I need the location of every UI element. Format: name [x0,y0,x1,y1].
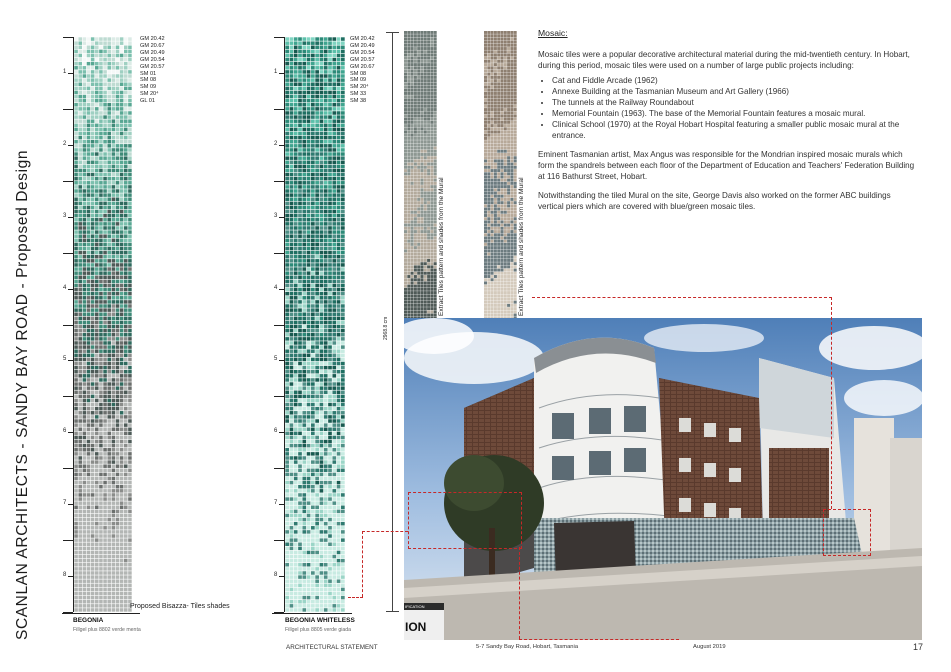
scale-number: 4 [63,284,67,291]
scale-minor-tick [68,145,73,146]
page-number: 17 [913,642,924,652]
scale-tick [63,396,73,397]
building-render [404,318,922,640]
code-item: SM 20⁴ [140,91,159,98]
callout-line-left-end [348,597,363,598]
scale-number: 5 [63,356,67,363]
scale-minor-tick [279,289,284,290]
scale-number: 6 [274,428,278,435]
scale-minor-tick [279,576,284,577]
scale-tick [274,468,284,469]
code-item: GM 20.49 [350,42,375,49]
code-item: SM 38 [350,98,367,105]
scale-number: 6 [63,428,67,435]
list-item: • Memorial Fountain (1963). The base of the Memorial Fountain features a mosaic mural. [552,108,916,119]
scale-minor-tick [279,504,284,505]
side-title: SCANLAN ARCHITECTS - SANDY BAY ROAD - Proposed Design [14,149,31,640]
list-item: • The tunnels at the Railway Roundabout [552,97,916,108]
left-strip-base-line [62,613,140,614]
code-item: SM 33 [350,91,367,98]
scale-minor-tick [279,217,284,218]
code-item: GM 20.49 [140,49,165,56]
begonia-whiteless-tile-strip [285,37,345,612]
callout-line-top [532,297,832,298]
mosaic-para-george-davis: Notwithstanding the tiled Mural on the site, George Davis also worked on the former ABC buildings vertical piers which are covered with blue/green mosaic tiles. [538,191,891,211]
scale-number: 5 [274,356,278,363]
mosaic-text-block [538,28,916,212]
scale-tick [63,325,73,326]
code-item: GL 01 [140,98,156,105]
scale-tick [63,109,73,110]
dimension-label: 2968.8 cm [383,316,389,340]
code-item: SM 20⁴ [350,84,369,91]
callout-box-right [823,509,871,556]
code-item: SM 08 [140,77,157,84]
scale-number: 2 [274,140,278,147]
callout-box-left [408,492,522,549]
code-item: GM 20.67 [350,63,375,70]
render-sign-text: ION [405,620,427,634]
scale-tick [63,468,73,469]
scale-minor-tick [279,145,284,146]
footer-doc-title: ARCHITECTURAL STATEMENT [286,644,378,651]
callout-line-right [831,297,832,509]
code-item: GM 20.57 [140,63,165,70]
dimension-cap-top [386,32,399,33]
mural-pattern-2 [484,31,517,320]
scale-minor-tick [279,73,284,74]
begonia-title: BEGONIA [73,617,104,624]
right-strip-base-line [272,613,352,614]
scale-number: 8 [63,572,67,579]
list-item: • Cat and Fiddle Arcade (1962) [552,75,916,86]
scale-tick [63,181,73,182]
scale-number: 7 [274,500,278,507]
scale-number: 8 [274,572,278,579]
scale-number: 2 [63,140,67,147]
scale-tick [274,181,284,182]
scale-minor-tick [279,360,284,361]
begonia-whiteless-title: BEGONIA WHITELESS [285,617,355,624]
scale-tick [274,253,284,254]
building-render-illustration [404,318,922,640]
mosaic-para-max-angus: Eminent Tasmanian artist, Max Angus was responsible for the Mondrian inspired mosaic murals which form the spandrels between each floor of the Department of Education and Teachers' Federation Building at 116 Bathurst Street, Hobart. [538,150,915,181]
code-item: GM 20.54 [350,49,375,56]
scale-minor-tick [68,576,73,577]
callout-line-left-v [362,531,363,597]
list-item: • Clinical School (1970) at the Royal Hobart Hospital featuring a smaller public mosaic mural at the entrance. [552,119,916,141]
begonia-subtitle: Fillgel plus 8802 verde menta [73,627,141,633]
footer-address: 5-7 Sandy Bay Road, Hobart, Tasmania [476,644,579,650]
callout-line-left-h [362,531,408,532]
scale-minor-tick [68,217,73,218]
render-sign-label: IFICATION [405,604,425,609]
tiles-caption: Proposed Bisazza- Tiles shades [130,603,230,610]
mosaic-intro: Mosaic tiles were a popular decorative architectural material during the mid-twentieth century. In Hobart, during this period, mosaic tiles were used on a number of large public projects including: [538,50,910,70]
scale-number: 4 [274,284,278,291]
code-item: GM 20.57 [350,56,375,63]
scale-minor-tick [68,432,73,433]
scale-tick [63,253,73,254]
code-item: GM 20.67 [140,42,165,49]
begonia-whiteless-subtitle: Fillgel plus 8805 verde giada [285,627,352,633]
scale-tick [274,325,284,326]
code-item: SM 01 [140,70,157,77]
scale-number: 1 [63,68,67,75]
footer-date: August 2019 [693,644,726,650]
callout-line-bottom [519,639,679,640]
list-item: • Annexe Building at the Tasmanian Museum and Art Gallery (1966) [552,86,916,97]
scale-number: 3 [63,212,67,219]
code-item: GM 20.42 [350,36,375,42]
scale-minor-tick [68,504,73,505]
left-strip-codes [140,36,165,105]
begonia-tile-mosaic [74,37,132,612]
scale-minor-tick [279,432,284,433]
right-strip-codes [350,36,375,105]
mural-caption-1: Extract Tiles pattern and shades from the Mural [438,177,445,316]
scale-number: 7 [63,500,67,507]
mosaic-heading: Mosaic: [538,28,568,38]
scale-tick [63,540,73,541]
mural-extract-2 [484,31,517,320]
scale-number: 1 [274,68,278,75]
scale-tick [274,109,284,110]
mural-caption-2: Extract Tiles pattern and shades from the Mural [518,177,525,316]
code-item: SM 09 [350,77,367,84]
callout-line-left-down [519,547,520,639]
begonia-whiteless-tile-mosaic [285,37,345,612]
scale-minor-tick [68,360,73,361]
dimension-cap-bottom [386,611,399,612]
scale-tick [274,37,284,38]
scale-number: 3 [274,212,278,219]
mural-pattern-1 [404,31,437,320]
scale-tick [274,540,284,541]
begonia-tile-strip [74,37,132,612]
code-item: SM 08 [350,70,367,77]
scale-minor-tick [68,289,73,290]
code-item: SM 09 [140,84,157,91]
code-item: GM 20.42 [140,36,165,42]
mosaic-project-list [538,75,916,141]
scale-minor-tick [68,73,73,74]
code-item: GM 20.54 [140,56,165,63]
mural-extract-1 [404,31,437,320]
scale-tick [63,37,73,38]
dimension-line [392,32,393,612]
scale-tick [274,396,284,397]
